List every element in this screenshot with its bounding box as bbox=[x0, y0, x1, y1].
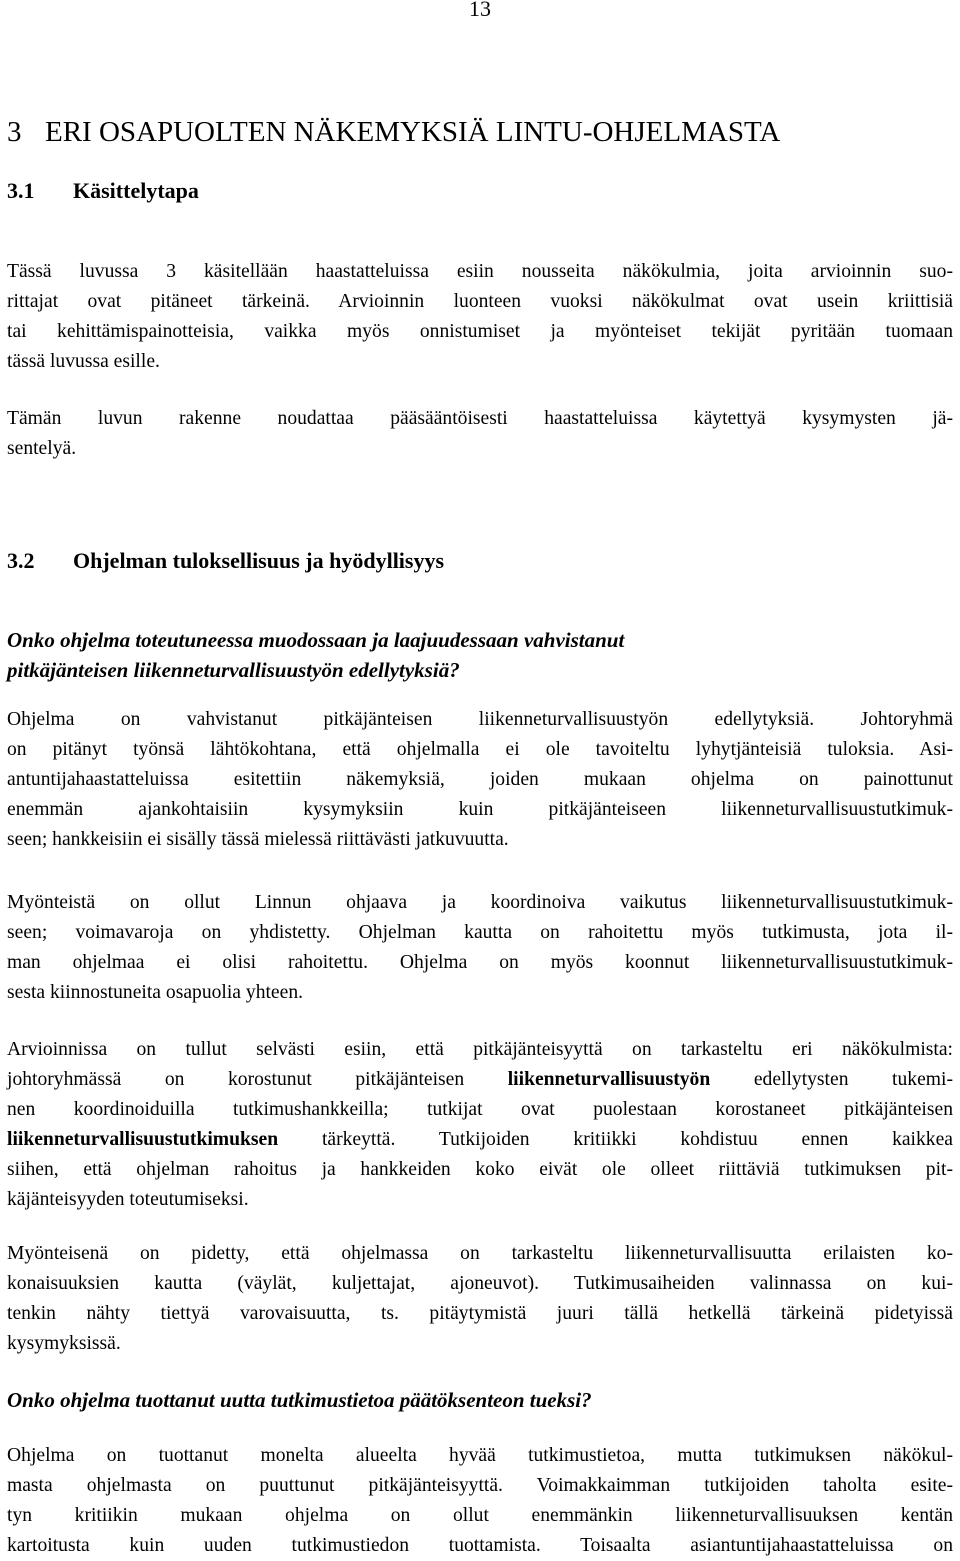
text-line: pitkäjänteisen liikenneturvallisuustyön edellytyksiä? bbox=[7, 658, 460, 682]
section-heading-3-2 bbox=[7, 548, 953, 574]
text-line bbox=[7, 1125, 953, 1155]
text-line: käjänteisyyden toteutumiseksi. bbox=[7, 1189, 249, 1210]
question-2 bbox=[7, 1385, 953, 1415]
section-heading-3 bbox=[7, 116, 953, 149]
page-number: 13 bbox=[469, 0, 491, 21]
text-run: tärkeyttä. Tutkijoiden kritiikki kohdistuu ennen kaikkea bbox=[278, 1129, 953, 1150]
text-line: tässä luvussa esille. bbox=[7, 351, 160, 372]
text-line: nen koordinoiduilla tutkimushankkeilla; tutkijat ovat puolestaan korostaneet pitkäjänteisen bbox=[7, 1099, 953, 1120]
text-line: Ohjelma on tuottanut monelta alueelta hyvää tutkimustietoa, mutta tutkimuksen näkökul- bbox=[7, 1445, 953, 1466]
text-line bbox=[7, 1065, 953, 1095]
text-line: konaisuuksien kautta (väylät, kuljettajat, ajoneuvot). Tutkimusaiheiden valinnassa on kui- bbox=[7, 1273, 953, 1294]
text-line: siihen, että ohjelman rahoitus ja hankkeiden koko eivät ole olleet riittäviä tutkimuksen pit- bbox=[7, 1159, 953, 1180]
text-line: kysymyksissä. bbox=[7, 1333, 121, 1354]
section-number: 3.1 bbox=[7, 178, 35, 203]
question-1 bbox=[7, 625, 953, 685]
paragraph-2 bbox=[7, 404, 953, 464]
text-line: sentelyä. bbox=[7, 438, 77, 459]
text-line: kartoitusta kuin uuden tutkimustiedon tuottamista. Toisaalta asiantuntijahaastatteluissa on bbox=[7, 1535, 953, 1556]
section-title: ERI OSAPUOLTEN NÄKEMYKSIÄ LINTU-OHJELMASTA bbox=[45, 116, 781, 148]
text-run: johtoryhmässä on korostunut pitkäjänteisen bbox=[7, 1069, 508, 1090]
text-line: enemmän ajankohtaisiin kysymyksiin kuin pitkäjänteiseen liikenneturvallisuustutkimuk- bbox=[7, 799, 953, 820]
section-number: 3 bbox=[7, 116, 22, 148]
section-heading-3-1 bbox=[7, 178, 953, 204]
section-title: Käsittelytapa bbox=[73, 178, 199, 203]
text-line: Myönteisenä on pidetty, että ohjelmassa on tarkasteltu liikenneturvallisuutta erilaisten ko- bbox=[7, 1243, 953, 1264]
text-line: tyn kritiikin mukaan ohjelma on ollut enemmänkin liikenneturvallisuuksen kentän bbox=[7, 1505, 953, 1526]
text-line: seen; hankkeisiin ei sisälly tässä mielessä riittävästi jatkuvuutta. bbox=[7, 829, 509, 850]
text-run: edellytysten tukemi- bbox=[710, 1069, 953, 1090]
text-line: Tässä luvussa 3 käsitellään haastatteluissa esiin nousseita näkökulmia, joita arvioinnin suo- bbox=[7, 261, 953, 282]
text-line: tenkin nähty tiettyä varovaisuutta, ts. pitäytymistä juuri tällä hetkellä tärkeinä pidetyissä bbox=[7, 1303, 953, 1324]
text-line: tai kehittämispainotteisia, vaikka myös onnistumiset ja myönteiset tekijät pyritään tuomaan bbox=[7, 321, 953, 342]
bold-term: liikenneturvallisuustutkimuksen bbox=[7, 1129, 279, 1150]
paragraph-5 bbox=[7, 1035, 953, 1215]
text-line: seen; voimavaroja on yhdistetty. Ohjelman kautta on rahoitettu myös tutkimusta, jota il- bbox=[7, 922, 953, 943]
text-line: sesta kiinnostuneita osapuolia yhteen. bbox=[7, 982, 304, 1003]
text-line: Onko ohjelma toteutuneessa muodossaan ja laajuudessaan vahvistanut bbox=[7, 628, 625, 652]
text-line: rittajat ovat pitäneet tärkeinä. Arvioinnin luonteen vuoksi näkökulmat ovat usein kriittisiä bbox=[7, 291, 953, 312]
paragraph-3 bbox=[7, 705, 953, 855]
text-line: Ohjelma on vahvistanut pitkäjänteisen liikenneturvallisuustyön edellytyksiä. Johtoryhmä bbox=[7, 709, 953, 730]
text-line: Onko ohjelma tuottanut uutta tutkimustietoa päätöksenteon tueksi? bbox=[7, 1388, 592, 1412]
text-line: masta ohjelmasta on puuttunut pitkäjänteisyyttä. Voimakkaimman tutkijoiden taholta esite- bbox=[7, 1475, 953, 1496]
text-line: Tämän luvun rakenne noudattaa pääsääntöisesti haastatteluissa käytettyä kysymysten jä- bbox=[7, 408, 953, 429]
text-line: antuntijahaastatteluissa esitettiin näkemyksiä, joiden mukaan ohjelma on painottunut bbox=[7, 769, 953, 790]
section-title: Ohjelman tuloksellisuus ja hyödyllisyys bbox=[73, 548, 445, 573]
paragraph-4 bbox=[7, 888, 953, 1008]
paragraph-7 bbox=[7, 1441, 953, 1561]
section-number: 3.2 bbox=[7, 548, 35, 573]
text-line: Myönteistä on ollut Linnun ohjaava ja koordinoiva vaikutus liikenneturvallisuustutkimuk- bbox=[7, 892, 953, 913]
paragraph-1 bbox=[7, 257, 953, 377]
bold-term: liikenneturvallisuustyön bbox=[507, 1069, 711, 1090]
text-line: Arvioinnissa on tullut selvästi esiin, että pitkäjänteisyyttä on tarkasteltu eri näkökulmista: bbox=[7, 1039, 953, 1060]
paragraph-6 bbox=[7, 1239, 953, 1359]
text-line: man ohjelmaa ei olisi rahoitettu. Ohjelma on myös koonnut liikenneturvallisuustutkimuk- bbox=[7, 952, 953, 973]
text-line: on pitänyt työnsä lähtökohtana, että ohjelmalla ei ole tavoiteltu lyhytjänteisiä tuloksia. Asi- bbox=[7, 739, 953, 760]
